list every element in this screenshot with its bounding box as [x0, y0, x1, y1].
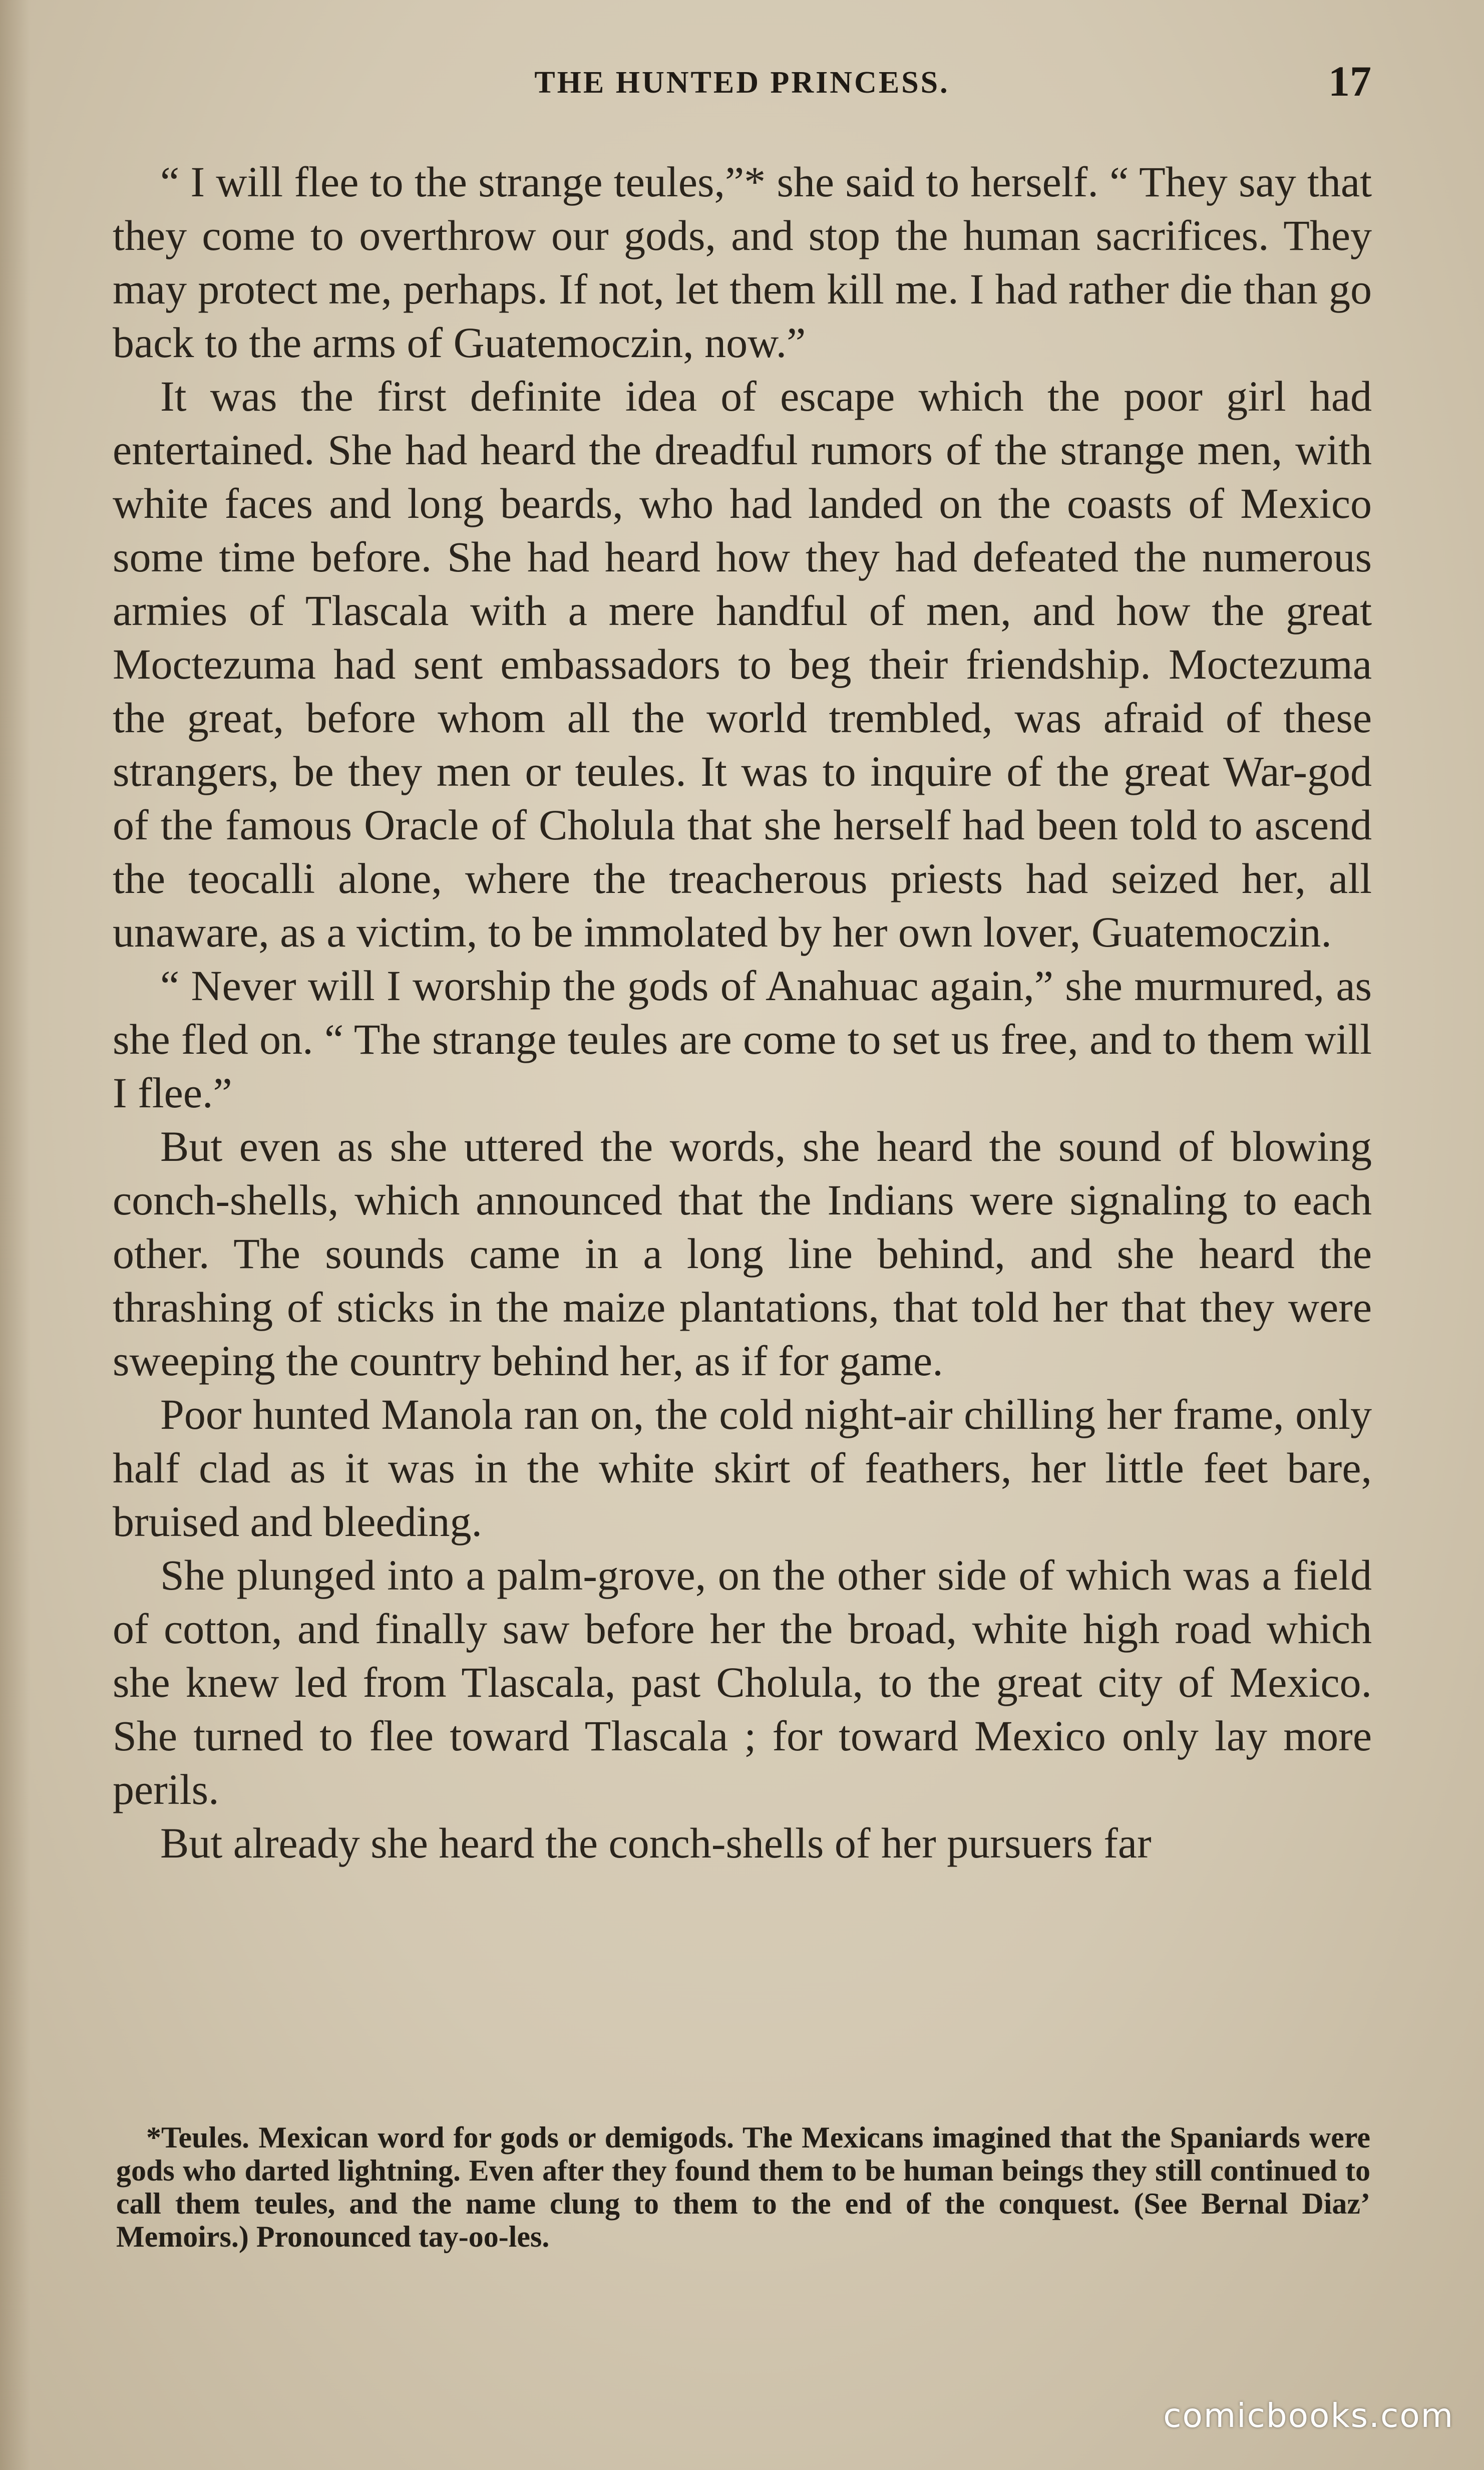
page-edge-shadow [0, 0, 30, 2470]
paragraph: But even as she uttered the words, she heard the sound of blowing conch-shells, which announced that the Indians were signaling to each other. The sounds came in a long line behind, and she heard the thrashing of sticks in the maize plantations, that told her that they were sweeping the country behind her, as if for game. [113, 1122, 1372, 1385]
paragraph: Poor hunted Manola ran on, the cold night-air chilling her frame, only half clad as it was in the white skirt of feathers, her little feet bare, bruised and bleeding. [113, 1390, 1372, 1546]
paragraph: She plunged into a palm-grove, on the other side of which was a field of cotton, and finally saw before her the broad, white high road which she knew led from Tlascala, past Cholula, to the great city of Mexico. She turned to flee toward Tlascala ; for toward Mexico only lay more perils. [113, 1551, 1372, 1813]
page-header [113, 56, 1371, 111]
paragraph: “ I will flee to the strange teules,”* she said to herself. “ They say that they come to overthrow our gods, and stop the human sacrifices. They may protect me, perhaps. If not, let them kill me. I had rather die than go back to the arms of Guatemoczin, now.” [113, 158, 1372, 367]
page-number: 17 [1328, 57, 1371, 105]
body-text [113, 155, 1372, 1870]
footnote: *Teules. Mexican word for gods or demigods. The Mexicans imagined that the Spaniards were gods who darted lightning. Even after they found them to be human beings they still continued to call them teules, and the name clung to them to the end of the conquest. (See Bernal Diaz’ Memoirs.) Pronounced tay-oo-les. [116, 2121, 1370, 2253]
watermark: comicbooks.com [1163, 2396, 1454, 2435]
paragraph: But already she heard the conch-shells of her pursuers far [160, 1819, 1152, 1867]
paragraph: “ Never will I worship the gods of Anahuac again,” she murmured, as she fled on. “ The strange teules are come to set us free, and to them will I flee.” [113, 962, 1372, 1117]
paragraph: It was the first definite idea of escape which the poor girl had entertained. She had heard the dreadful rumors of the strange men, with white faces and long beards, who had landed on the coasts of Mexico some time before. She had heard how they had defeated the numerous armies of Tlascala with a mere handful of men, and how the great Moctezuma had sent embassadors to beg their friendship. Moctezuma the great, before whom all the world trembled, was afraid of these strangers, be they men or teules. It was to inquire of the great War-god of the famous Oracle of Cholula that she herself had been told to ascend the teocalli alone, where the treacherous priests had seized her, all unaware, as a victim, to be immolated by her own lover, Guatemoczin. [113, 372, 1372, 956]
running-head: THE HUNTED PRINCESS. [534, 66, 950, 100]
